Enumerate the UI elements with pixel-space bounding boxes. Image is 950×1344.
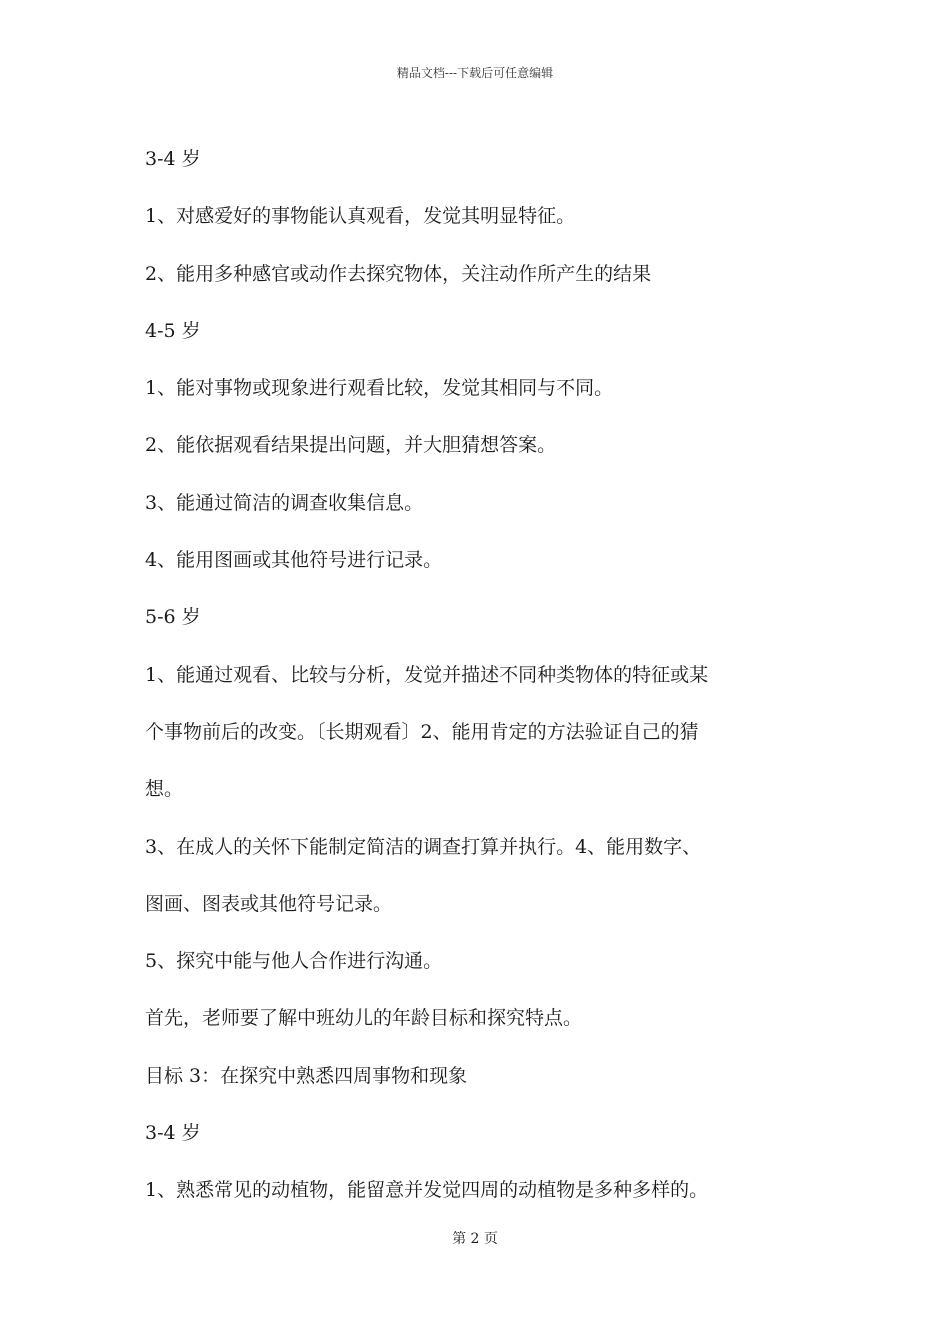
age-heading-4-5: 4-5 岁 <box>145 319 201 342</box>
paragraph-line: 个事物前后的改变。〔长期观看〕2、能用肯定的方法验证自己的猜 <box>145 720 699 743</box>
page-header: 精品文档---下载后可任意编辑 <box>396 66 554 80</box>
paragraph-line: 首先，老师要了解中班幼儿的年龄目标和探究特点。 <box>145 1007 583 1030</box>
age-heading-3-4: 3-4 岁 <box>145 148 201 170</box>
age-heading-5-6: 5-6 岁 <box>145 606 201 629</box>
page-number: 第 2 页 <box>452 1231 498 1247</box>
paragraph-line: 想。 <box>145 778 184 801</box>
paragraph-line: 3、在成人的关怀下能制定简洁的调查打算并执行。4、能用数字、 <box>145 835 702 858</box>
goal-heading: 目标 3：在探究中熟悉四周事物和现象 <box>145 1064 468 1087</box>
paragraph-line: 1、对感爱好的事物能认真观看，发觉其明显特征。 <box>145 205 576 228</box>
paragraph-line: 1、能通过观看、比较与分析，发觉并描述不同种类物体的特征或某 <box>145 663 709 686</box>
paragraph-line: 图画、图表或其他符号记录。 <box>145 892 393 915</box>
paragraph-line: 5、探究中能与他人合作进行沟通。 <box>145 950 443 973</box>
paragraph-line: 4、能用图画或其他符号进行记录。 <box>145 549 443 572</box>
age-heading-3-4: 3-4 岁 <box>145 1122 201 1145</box>
paragraph-line: 2、能用多种感官或动作去探究物体，关注动作所产生的结果 <box>145 262 652 285</box>
page-body <box>145 131 825 1220</box>
paragraph-line: 1、熟悉常见的动植物，能留意并发觉四周的动植物是多种多样的。 <box>145 1179 709 1202</box>
paragraph-line: 2、能依据观看结果提出问题，并大胆猜想答案。 <box>145 434 557 457</box>
paragraph-line: 3、能通过简洁的调查收集信息。 <box>145 491 424 514</box>
paragraph-line: 1、能对事物或现象进行观看比较，发觉其相同与不同。 <box>145 377 614 400</box>
